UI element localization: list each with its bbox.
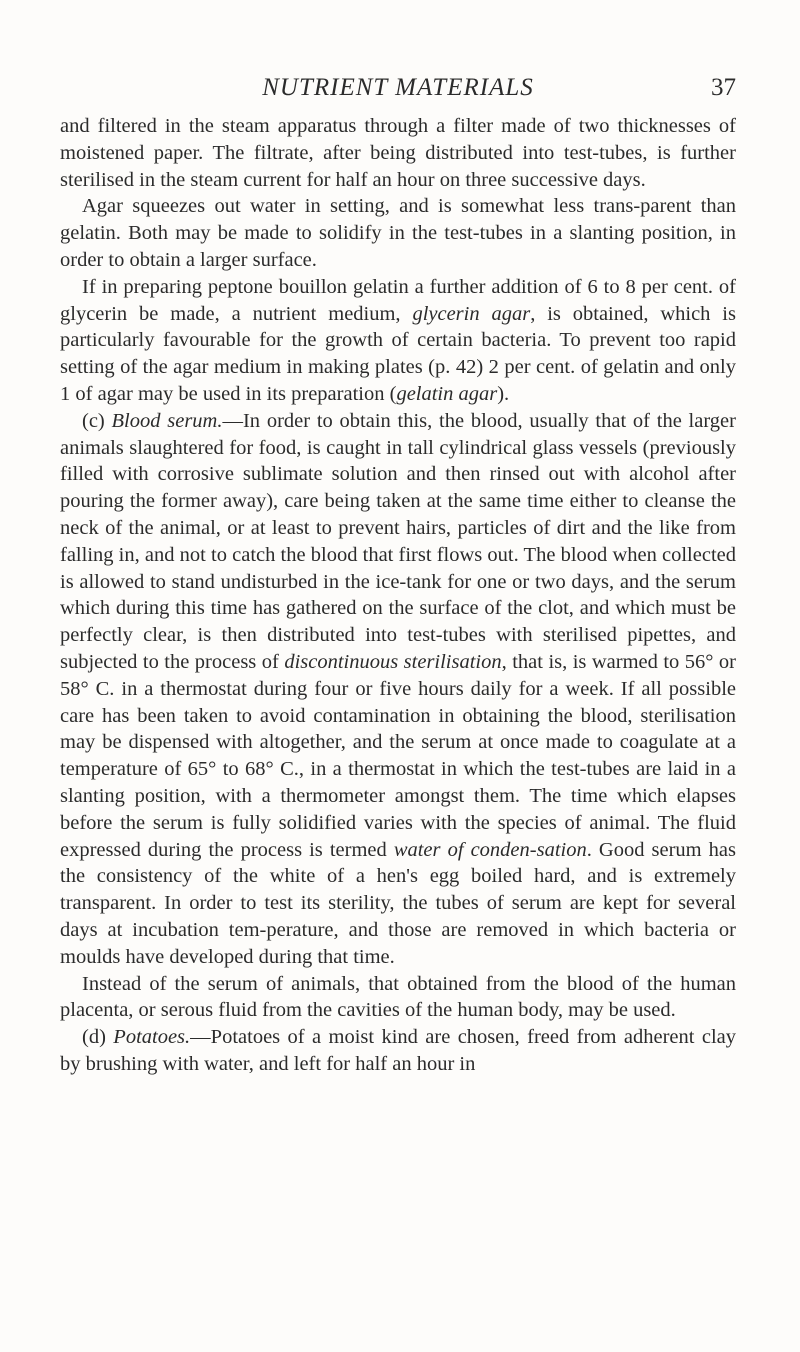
paragraph-filtering: and filtered in the steam apparatus through a filter made of two thicknesses of moistened paper. The filtrate, after being distributed into test-tubes, is further sterilised in the steam current for half an hour on three successive days. [60, 115, 736, 191]
running-head [60, 73, 736, 107]
paragraph-glycerin-agar: If in preparing peptone bouillon gelatin a further addition of 6 to 8 per cent. of glycerin be made, a nutrient medium, glycerin agar, is obtained, which is particularly favourable for the growth of certain bacteria. To prevent too rapid setting of the agar medium in making plates (p. 42) 2 per cent. of gelatin and only 1 of agar may be used in its preparation (gelatin agar). [60, 275, 736, 405]
paragraph-human-serum: Instead of the serum of animals, that obtained from the blood of the human placenta, or serous fluid from the cavities of the human body, may be used. [60, 972, 736, 1022]
term-discontinuous-sterilisation: discontinuous sterilisation [284, 650, 502, 673]
term-water-of-condensation: water of conden-sation [393, 838, 587, 861]
term-gelatin-agar: gelatin agar [396, 382, 498, 405]
section-heading-blood-serum: Blood serum. [111, 409, 223, 432]
section-heading-potatoes: Potatoes. [113, 1026, 191, 1049]
paragraph-blood-serum: (c) Blood serum.—In order to obtain this, the blood, usually that of the larger animals slaughtered for food, is caught in tall cylindrical glass vessels (previously filled with corrosive sublimate solution and then rinsed out with alcohol after pouring the former away), care being taken at the same time either to cleanse the neck of the animal, or at least to prevent hairs, particles of dirt and the like from falling in, and not to catch the blood that first flows out. The blood when collected is allowed to stand undisturbed in the ice-tank for one or two days, and the serum which during this time has gathered on the surface of the clot, and which must be perfectly clear, is then distributed into test-tubes with sterilised pipettes, and subjected to the process of discontinuous sterilisation, that is, is warmed to 56° or 58° C. in a thermostat during four or five hours daily for a week. If all possible care has been taken to avoid contamination in obtaining the blood, sterilisation may be dispensed with altogether, and the serum at once made to coagulate at a temperature of 65° to 68° C., in a thermostat in which the test-tubes are laid in a slanting position, with a thermometer amongst them. The time which elapses before the serum is fully solidified varies with the species of animal. The fluid expressed during the process is termed water of conden-sation. Good serum has the consistency of the white of a hen's egg boiled hard, and is extremely transparent. In order to test its sterility, the tubes of serum are kept for several days at incubation tem-perature, and those are removed in which bacteria or moulds have developed during that time. [60, 409, 736, 968]
paragraph-potatoes: (d) Potatoes.—Potatoes of a moist kind are chosen, freed from adherent clay by brushing with water, and left for half an hour in [60, 1026, 736, 1075]
running-title: NUTRIENT MATERIALS [262, 74, 534, 101]
page-number: 37 [711, 74, 736, 101]
paragraph-agar: Agar squeezes out water in setting, and is somewhat less trans-parent than gelatin. Both may be made to solidify in the test-tubes in a slanting position, in order to obtain a larger surface. [60, 195, 736, 271]
body-text [60, 113, 736, 1078]
term-glycerin-agar: glycerin agar [412, 302, 531, 325]
